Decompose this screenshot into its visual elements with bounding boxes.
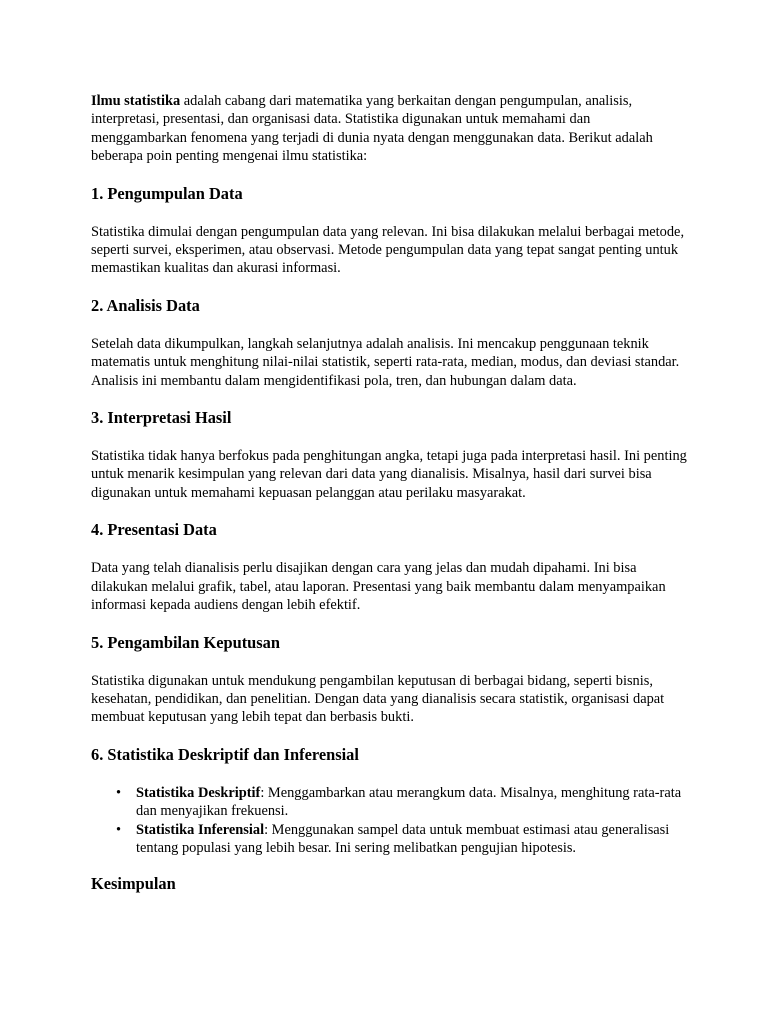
list-item-inferensial — [116, 821, 688, 858]
conclusion-heading: Kesimpulan — [91, 874, 176, 894]
section-heading-presentasi-data: 4. Presentasi Data — [91, 520, 217, 540]
bullet-icon: • — [116, 784, 122, 801]
intro-paragraph — [91, 92, 688, 166]
section-text-pengambilan-keputusan: Statistika digunakan untuk mendukung pengambilan keputusan di berbagai bidang, seperti bisnis, kesehatan, pendidikan, dan penelitian. Dengan data yang dianalisis secara statistik, organisasi dapat membuat keputusan yang lebih tepat dan berbasis bukti. — [91, 672, 665, 726]
section-text-presentasi-data: Data yang telah dianalisis perlu disajikan dengan cara yang jelas dan mudah dipahami. Ini bisa dilakukan melalui grafik, tabel, atau laporan. Presentasi yang baik membantu dalam menyampaikan informasi kepada audiens dengan lebih efektif. — [91, 560, 666, 614]
bullet-icon: • — [116, 821, 122, 838]
section-heading-interpretasi-hasil: 3. Interpretasi Hasil — [91, 408, 232, 428]
list-item-term: Statistika Inferensial — [136, 821, 265, 838]
section-text-analisis-data: Setelah data dikumpulkan, langkah selanjutnya adalah analisis. Ini mencakup penggunaan teknik matematis untuk menghitung nilai-nilai statistik, seperti rata-rata, median, modus, dan deviasi standar. Analisis ini membantu dalam mengidentifikasi pola, tren, dan hubungan dalam data. — [91, 335, 680, 389]
list-item-text: : Menggunakan sampel data untuk membuat estimasi atau generalisasi tentang populasi yang lebih besar. Ini sering melibatkan pengujian hipotesis. — [136, 821, 670, 856]
section-text-pengumpulan-data: Statistika dimulai dengan pengumpulan data yang relevan. Ini bisa dilakukan melalui berbagai metode, seperti survei, eksperimen, atau observasi. Metode pengumpulan data yang tepat sangat penting untuk memastikan kualitas dan akurasi informasi. — [91, 223, 685, 277]
list-item-deskriptif — [116, 784, 688, 821]
list-item-text: : Menggambarkan atau merangkum data. Misalnya, menghitung rata-rata dan menyajikan frekuensi. — [136, 784, 682, 820]
intro-text: adalah cabang dari matematika yang berkaitan dengan pengumpulan, analisis, interpretasi, presentasi, dan organisasi data. Statistika digunakan untuk memahami dan menggambarkan fenomena yang terjadi di dunia nyata dengan menggunakan data. Berikut adalah beberapa poin penting mengenai ilmu statistika: — [91, 93, 653, 165]
section-text-interpretasi-hasil: Statistika tidak hanya berfokus pada penghitungan angka, tetapi juga pada interpretasi hasil. Ini penting untuk menarik kesimpulan yang relevan dari data yang dianalisis. Misalnya, hasil dari survei bisa digunakan untuk memahami kepuasan pelanggan atau perilaku masyarakat. — [91, 448, 687, 501]
section-heading-deskriptif-inferensial: 6. Statistika Deskriptif dan Inferensial — [91, 744, 359, 764]
section-heading-pengumpulan-data: 1. Pengumpulan Data — [91, 183, 243, 203]
list-item-term: Statistika Deskriptif — [136, 784, 261, 801]
section-heading-pengambilan-keputusan: 5. Pengambilan Keputusan — [91, 632, 280, 652]
intro-term: Ilmu statistika — [91, 93, 181, 109]
section-heading-analisis-data: 2. Analisis Data — [91, 295, 200, 315]
bullet-list — [91, 784, 688, 858]
